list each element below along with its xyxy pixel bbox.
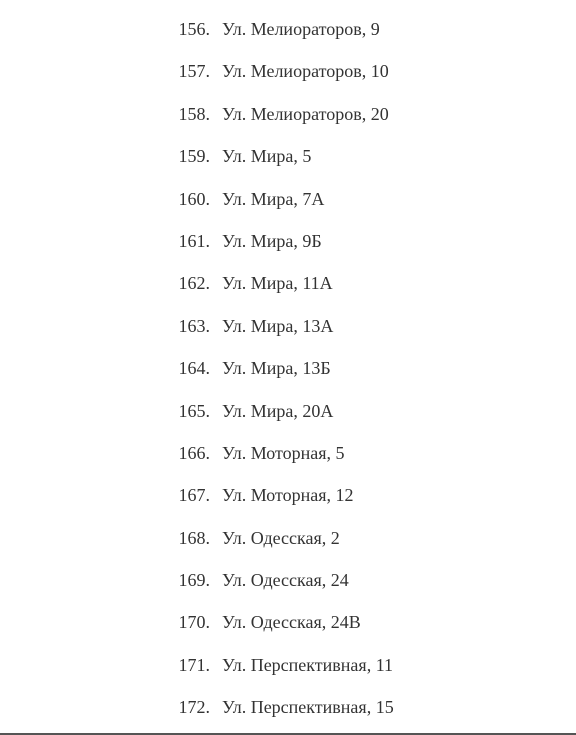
list-item [0,686,576,728]
list-item [0,559,576,601]
list-item [0,347,576,389]
item-number: 172. [178,697,210,718]
list-item [0,135,576,177]
item-number: 161. [178,230,210,251]
list-item [0,432,576,474]
item-address: Ул. Мелиораторов, 10 [222,61,389,82]
item-address: Ул. Одесская, 2 [222,527,340,548]
list-item [0,390,576,432]
item-number: 167. [178,485,210,506]
list-item [0,178,576,220]
list-item [0,474,576,516]
list-item [0,93,576,135]
item-address: Ул. Мира, 9Б [222,230,322,251]
list-item [0,305,576,347]
item-address: Ул. Мелиораторов, 9 [222,19,380,39]
item-address: Ул. Мелиораторов, 20 [222,103,389,124]
item-number: 165. [178,400,210,421]
item-address: Ул. Мира, 7А [222,188,325,209]
item-number: 169. [178,570,210,591]
item-address: Ул. Перспективная, 15 [222,697,394,718]
item-address: Ул. Мира, 5 [222,146,312,167]
list-item [0,8,576,50]
item-number: 157. [178,61,210,82]
item-number: 158. [178,103,210,124]
item-number: 171. [178,654,210,675]
list-item [0,517,576,559]
item-number: 166. [178,442,210,463]
item-address: Ул. Мира, 13А [222,315,334,336]
item-address: Ул. Перспективная, 11 [222,654,394,675]
item-number: 160. [178,188,210,209]
item-address: Ул. Мира, 11А [222,273,333,294]
address-list [0,8,576,729]
item-number: 162. [178,273,210,294]
item-number: 156. [178,19,210,39]
item-number: 163. [178,315,210,336]
list-item [0,262,576,304]
list-item [0,50,576,92]
list-item [0,644,576,686]
item-address: Ул. Одесская, 24В [222,612,361,633]
item-number: 159. [178,146,210,167]
list-item [0,601,576,643]
item-number: 168. [178,527,210,548]
item-number: 164. [178,358,210,379]
item-address: Ул. Одесская, 24 [222,570,349,591]
item-address: Ул. Моторная, 5 [222,442,345,463]
item-number: 170. [178,612,210,633]
item-address: Ул. Мира, 20А [222,400,334,421]
list-item [0,220,576,262]
item-address: Ул. Моторная, 12 [222,485,354,506]
item-address: Ул. Мира, 13Б [222,358,331,379]
